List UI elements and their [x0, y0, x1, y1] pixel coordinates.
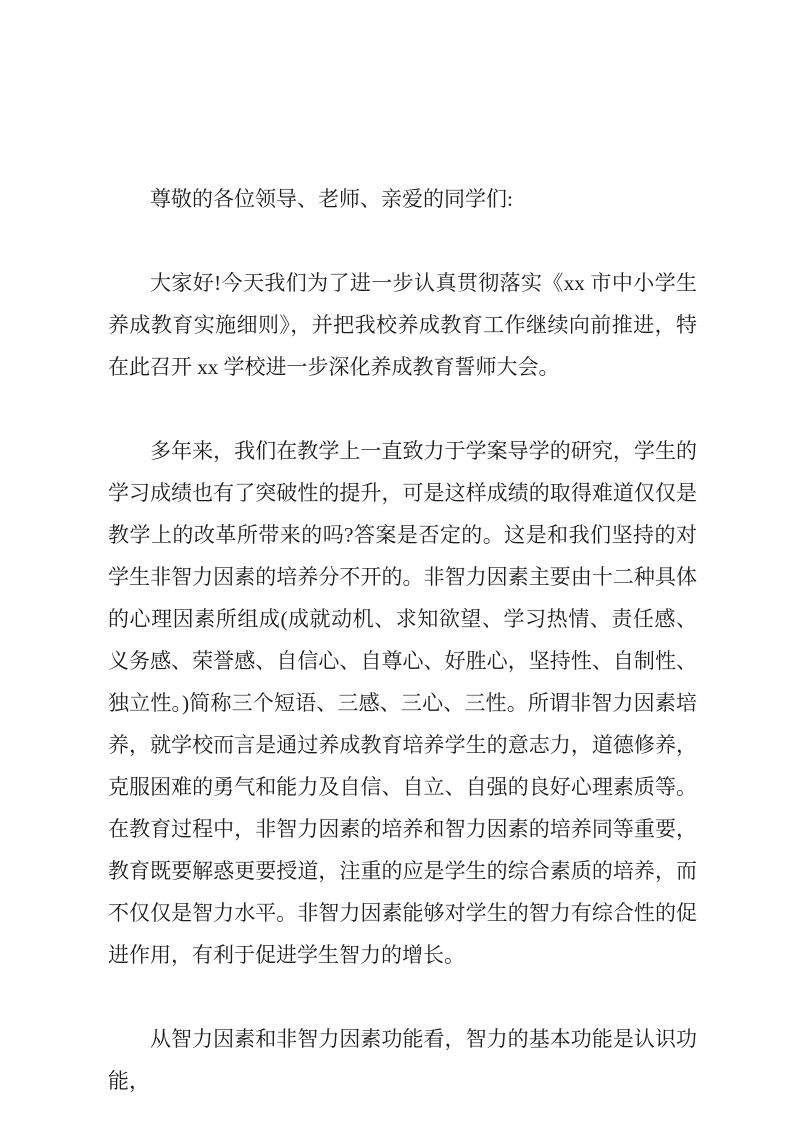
paragraph-salutation: 尊敬的各位领导、老师、亲爱的同学们: — [150, 187, 513, 211]
paragraph-body-continued: 从智力因素和非智力因素功能看，智力的基本功能是认识功能， — [108, 1027, 697, 1093]
paragraph-main-body: 多年来，我们在教学上一直致力于学案导学的研究，学生的学习成绩也有了突破性的提升，可是这样成绩的取得难道仅仅是教学上的改革所带来的吗?答案是否定的。这是和我们坚持的对学生非智力因素的培养分不开的。非智力因素主要由十二种具体的心理因素所组成(成就动机、求知欲望、学习热情、责任感、义务感、荣誉感、自信心、自尊心、好胜心，坚持性、自制性、独立性。)简称三个短语、三感、三心、三性。所谓非智力因素培养，就学校而言是通过养成教育培养学生的意志力，道德修养，克服困难的勇气和能力及自信、自立、自强的良好心理素质等。在教育过程中，非智力因素的培养和智力因素的培养同等重要，教育既要解惑更要授道，注重的应是学生的综合素质的培养，而不仅仅是智力水平。非智力因素能够对学生的智力有综合性的促进作用，有利于促进学生智力的增长。 — [108, 439, 697, 967]
paragraph-opening: 大家好!今天我们为了进一步认真贯彻落实《xx 市中小学生养成教育实施细则》，并把我校养成教育工作继续向前推进，特在此召开 xx 学校进一步深化养成教育誓师大会。 — [108, 271, 697, 379]
